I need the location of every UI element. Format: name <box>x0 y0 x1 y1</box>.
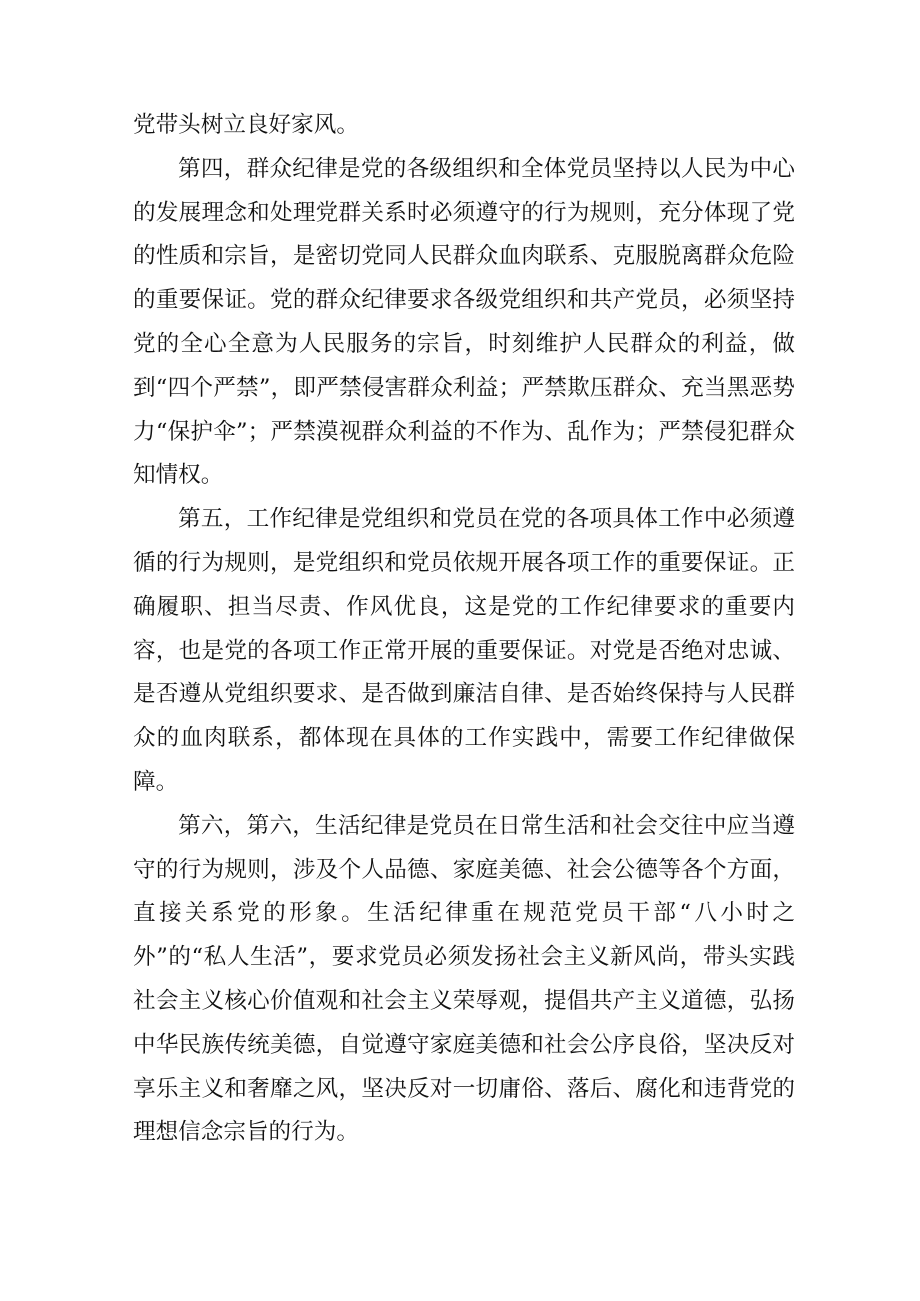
document-body <box>133 104 795 1155</box>
paragraph-work-discipline: 第五，工作纪律是党组织和党员在党的各项具体工作中必须遵循的行为规则，是党组织和党员依规开展各项工作的重要保证。正确履职、担当尽责、作风优良，这是党的工作纪律要求的重要内容，也是党的各项工作正常开展的重要保证。对党是否绝对忠诚、是否遵从党组织要求、是否做到廉洁自律、是否始终保持与人民群众的血肉联系，都体现在具体的工作实践中，需要工作纪律做保障。 <box>133 506 795 795</box>
paragraph-mass-discipline: 第四，群众纪律是党的各级组织和全体党员坚持以人民为中心的发展理念和处理党群关系时必须遵守的行为规则，充分体现了党的性质和宗旨，是密切党同人民群众血肉联系、克服脱离群众危险的重要保证。党的群众纪律要求各级党组织和共产党员，必须坚持党的全心全意为人民服务的宗旨，时刻维护人民群众的利益，做到“四个严禁”，即严禁侵害群众利益；严禁欺压群众、充当黑恶势力“保护伞”；严禁漠视群众利益的不作为、乱作为；严禁侵犯群众知情权。 <box>133 155 795 489</box>
paragraph-continuation: 党带头树立良好家风。 <box>133 112 359 138</box>
paragraph-life-discipline: 第六，第六，生活纪律是党员在日常生活和社会交往中应当遵守的行为规则，涉及个人品德、家庭美德、社会公德等各个方面，直接关系党的形象。生活纪律重在规范党员干部“八小时之外”的“私人生活”，要求党员必须发扬社会主义新风尚，带头实践社会主义核心价值观和社会主义荣辱观，提倡共产主义道德，弘扬中华民族传统美德，自觉遵守家庭美德和社会公序良俗，坚决反对享乐主义和奢靡之风，坚决反对一切庸俗、落后、腐化和违背党的理想信念宗旨的行为。 <box>133 812 795 1146</box>
